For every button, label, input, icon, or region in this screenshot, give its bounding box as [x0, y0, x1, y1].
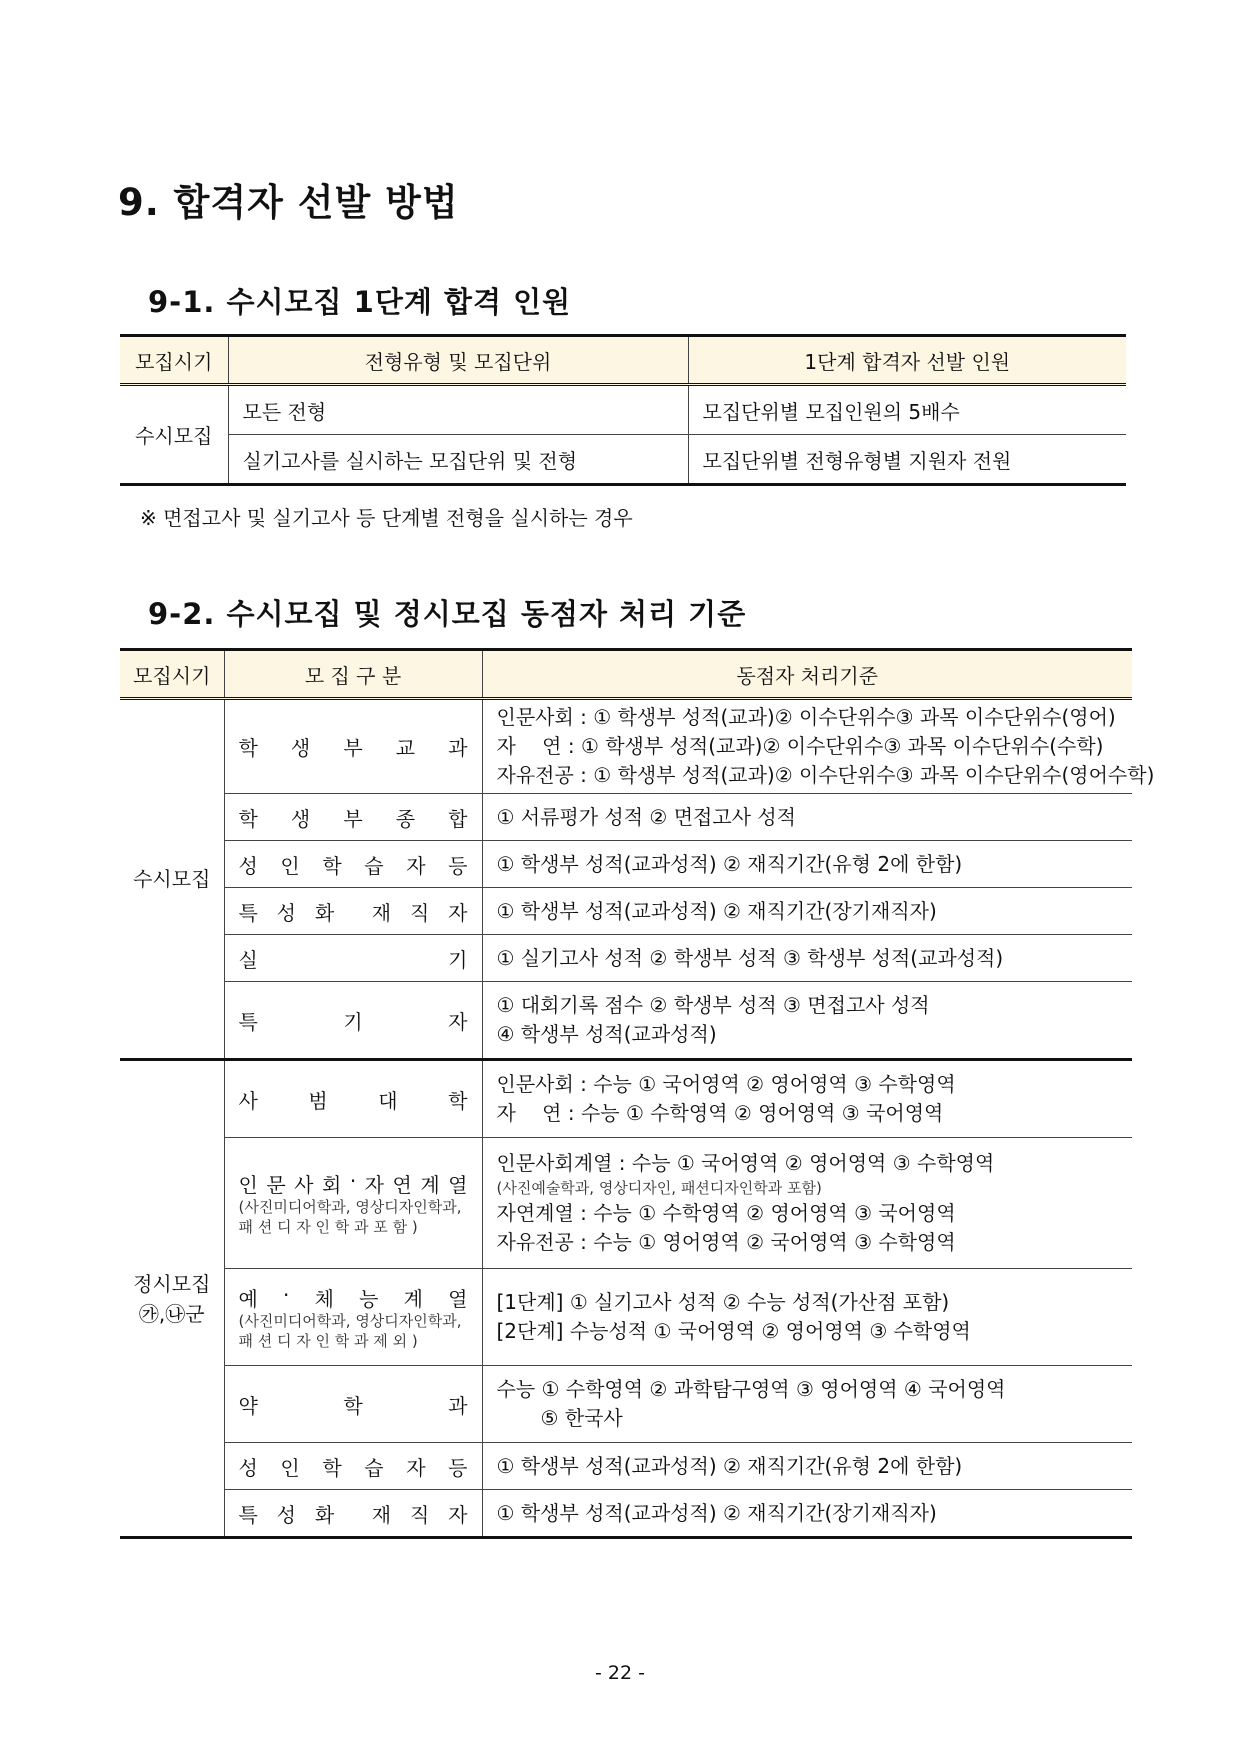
category-char: 열 — [448, 1287, 468, 1311]
category-note: 패 션 디 자 인 학 과 포 함 ) — [238, 1217, 418, 1236]
table-row — [120, 982, 1132, 1060]
category-char: 기 — [343, 1009, 363, 1034]
category-char: 자 — [406, 1455, 426, 1480]
category-char: 약 — [238, 1393, 258, 1418]
category-label — [239, 803, 468, 832]
criteria-cell — [482, 1490, 1132, 1538]
period-label: 정시모집 — [133, 1271, 211, 1296]
criteria-line: ① 대회기록 점수 ② 학생부 성적 ③ 면접고사 성적 — [496, 993, 930, 1017]
category-char: 습 — [364, 853, 384, 878]
criteria-cell — [482, 935, 1132, 982]
table-row — [120, 385, 1126, 435]
header-criteria: 동점자 처리기준 — [482, 650, 1132, 699]
category-label — [239, 1499, 468, 1528]
category-note: 패 션 디 자 인 학 과 제 외 ) — [238, 1331, 418, 1350]
criteria-cell — [482, 841, 1132, 888]
table2-header-row — [120, 650, 1132, 699]
table1-note: ※ 면접고사 및 실기고사 등 단계별 전형을 실시하는 경우 — [140, 506, 633, 530]
category-label — [239, 897, 468, 926]
category-label — [239, 1390, 468, 1419]
category-char: 능 — [359, 1287, 379, 1311]
header-count: 1단계 합격자 선발 인원 — [688, 336, 1126, 385]
category-char: 자 — [448, 900, 468, 925]
table-row — [120, 699, 1132, 794]
criteria-line: [1단계] ① 실기고사 성적 ② 수능 성적(가산점 포함) — [496, 1290, 950, 1314]
category-char: 학 — [343, 1393, 363, 1418]
category-char: 과 — [448, 736, 468, 760]
category-char: 등 — [448, 1455, 468, 1480]
criteria-line: ① 학생부 성적(교과성적) ② 재직기간(장기재직자) — [496, 898, 937, 923]
selection-count-table — [120, 334, 1126, 486]
section-title: 9. 합격자 선발 방법 — [118, 181, 459, 224]
count-cell: 모집단위별 모집인원의 5배수 — [688, 385, 1126, 435]
category-char: 성 — [238, 853, 258, 878]
count-cell: 모집단위별 전형유형별 지원자 전원 — [688, 435, 1126, 485]
category-char: 문 — [266, 1173, 286, 1197]
criteria-cell — [482, 888, 1132, 935]
table-row — [120, 1443, 1132, 1490]
criteria-line: 인문사회 : ① 학생부 성적(교과)② 이수단위수③ 과목 이수단위수(영어) — [496, 705, 1116, 729]
category-char: 화 — [314, 1502, 335, 1527]
category-char: 사 — [294, 1173, 314, 1197]
category-char: 부 — [343, 806, 363, 831]
category-char: 자 — [448, 1502, 468, 1527]
criteria-line: ① 학생부 성적(교과성적) ② 재직기간(유형 2에 한함) — [496, 1453, 963, 1478]
table2-title: 9-2. 수시모집 및 정시모집 동점자 처리 기준 — [148, 597, 747, 631]
type-cell: 실기고사를 실시하는 모집단위 및 전형 — [228, 435, 688, 485]
criteria-line: 수능 ① 수학영역 ② 과학탐구영역 ③ 영어영역 ④ 국어영역 — [496, 1377, 1006, 1401]
category-cell — [224, 841, 482, 888]
header-period: 모집시기 — [120, 650, 224, 699]
category-cell — [224, 1269, 482, 1366]
category-char: 특 — [238, 900, 258, 925]
category-char: 인 — [280, 853, 300, 878]
criteria-line: 인문사회계열 : 수능 ① 국어영역 ② 영어영역 ③ 수학영역 — [496, 1150, 995, 1175]
period-label: 수시모집 — [133, 867, 211, 891]
table1-title: 9-1. 수시모집 1단계 합격 인원 — [148, 285, 572, 319]
criteria-line: [2단계] 수능성적 ① 국어영역 ② 영어영역 ③ 수학영역 — [496, 1319, 971, 1343]
category-cell — [224, 1060, 482, 1138]
category-char: 특 — [238, 1502, 258, 1527]
category-char: 실 — [238, 947, 258, 972]
category-cell — [224, 1443, 482, 1490]
category-cell — [224, 1138, 482, 1269]
period-cell — [120, 1060, 224, 1538]
category-cell — [224, 699, 482, 794]
criteria-cell — [482, 1060, 1132, 1138]
category-cell — [224, 888, 482, 935]
tiebreak-table — [120, 648, 1155, 1539]
criteria-line: 인문사회 : 수능 ① 국어영역 ② 영어영역 ③ 수학영역 — [496, 1072, 956, 1096]
category-label — [239, 944, 468, 973]
category-note: (사진미디어학과, 영상디자인학과, — [238, 1312, 462, 1330]
criteria-cell — [482, 1366, 1132, 1443]
criteria-line: ④ 학생부 성적(교과성적) — [496, 1022, 717, 1046]
category-char: 특 — [238, 1009, 258, 1034]
category-char: 예 — [238, 1287, 258, 1311]
table-row — [120, 888, 1132, 935]
category-char: 자 — [406, 853, 426, 878]
category-char: 부 — [343, 736, 363, 760]
table-row — [120, 1269, 1132, 1366]
table-row — [120, 1060, 1132, 1138]
category-label — [239, 1006, 468, 1035]
criteria-line: (사진예술학과, 영상디자인, 패션디자인학과 포함) — [496, 1178, 822, 1197]
category-label — [239, 850, 468, 879]
criteria-line: ① 학생부 성적(교과성적) ② 재직기간(장기재직자) — [496, 1500, 937, 1525]
criteria-line: ① 학생부 성적(교과성적) ② 재직기간(유형 2에 한함) — [496, 851, 963, 876]
category-char: 학 — [448, 1088, 468, 1113]
criteria-cell — [482, 1269, 1132, 1366]
criteria-cell — [482, 982, 1132, 1060]
category-char: 학 — [238, 736, 258, 760]
period-cell: 수시모집 — [120, 385, 228, 485]
period-cell — [120, 699, 224, 1060]
category-label — [239, 1283, 468, 1312]
category-char: 습 — [364, 1455, 384, 1480]
category-label — [239, 732, 468, 761]
criteria-cell — [482, 1443, 1132, 1490]
category-cell — [224, 982, 482, 1060]
category-char: 합 — [448, 806, 468, 831]
table-row — [120, 794, 1132, 841]
period-sublabel: ㉮,㉯군 — [138, 1301, 205, 1326]
criteria-line: 자 연 : ① 학생부 성적(교과)② 이수단위수③ 과목 이수단위수(수학) — [496, 734, 1104, 758]
jeongsi-group — [120, 1060, 1132, 1538]
category-note: (사진미디어학과, 영상디자인학과, — [238, 1198, 462, 1216]
category-char: 성 — [238, 1455, 258, 1480]
category-label — [239, 1085, 468, 1114]
criteria-cell — [482, 699, 1155, 794]
criteria-cell — [482, 794, 1132, 841]
category-char: 재 — [371, 900, 392, 925]
category-char: 등 — [448, 853, 468, 878]
category-char: · — [349, 1169, 357, 1193]
header-category: 모 집 구 분 — [224, 650, 482, 699]
criteria-cell — [482, 1138, 1132, 1269]
table-row — [120, 1490, 1132, 1538]
category-char: 학 — [322, 853, 342, 878]
category-char: 종 — [395, 806, 416, 831]
susi-group — [120, 699, 1155, 1060]
category-char: 학 — [322, 1455, 342, 1480]
category-char: 인 — [238, 1173, 258, 1197]
criteria-line: 자유전공 : 수능 ① 영어영역 ② 국어영역 ③ 수학영역 — [496, 1230, 956, 1255]
category-cell — [224, 794, 482, 841]
category-char: 직 — [409, 900, 430, 925]
category-char: 범 — [308, 1088, 328, 1113]
category-cell — [224, 1366, 482, 1443]
category-char: 재 — [371, 1502, 392, 1527]
criteria-line: 자 연 : 수능 ① 수학영역 ② 영어영역 ③ 국어영역 — [496, 1101, 944, 1125]
category-char: 성 — [276, 900, 296, 925]
category-char: 교 — [395, 736, 416, 760]
category-char: 생 — [290, 806, 311, 831]
category-cell — [224, 1490, 482, 1538]
criteria-line: ⑤ 한국사 — [540, 1406, 623, 1430]
table-row — [120, 1366, 1132, 1443]
table-row — [120, 841, 1132, 888]
page-number: - 22 - — [595, 1662, 645, 1684]
type-cell: 모든 전형 — [228, 385, 688, 435]
category-char: 회 — [321, 1173, 342, 1197]
category-char: 체 — [314, 1287, 334, 1311]
category-char: 사 — [238, 1088, 258, 1113]
category-char: 기 — [448, 947, 468, 972]
category-char: 화 — [314, 900, 335, 925]
category-char: 생 — [290, 736, 311, 760]
header-type: 전형유형 및 모집단위 — [228, 336, 688, 385]
category-char: 계 — [403, 1287, 423, 1311]
category-char: 대 — [378, 1088, 398, 1113]
table-row — [120, 435, 1126, 485]
criteria-line: ① 실기고사 성적 ② 학생부 성적 ③ 학생부 성적(교과성적) — [496, 945, 1004, 970]
category-label — [239, 1169, 468, 1198]
category-char: 인 — [280, 1455, 300, 1480]
criteria-line: 자유전공 : ① 학생부 성적(교과)② 이수단위수③ 과목 이수단위수(영어수학) — [496, 763, 1155, 787]
criteria-line: 자연계열 : 수능 ① 수학영역 ② 영어영역 ③ 국어영역 — [496, 1201, 956, 1226]
category-char: 연 — [392, 1173, 412, 1197]
category-cell — [224, 935, 482, 982]
table-row — [120, 1138, 1132, 1269]
table1-header-row — [120, 336, 1126, 385]
category-char: 학 — [238, 806, 258, 831]
category-char: 과 — [448, 1393, 468, 1418]
category-char: 자 — [448, 1009, 468, 1034]
category-char: 열 — [448, 1173, 468, 1197]
header-period: 모집시기 — [120, 336, 228, 385]
category-label — [239, 1452, 468, 1481]
category-char: 직 — [409, 1502, 430, 1527]
table-row — [120, 935, 1132, 982]
category-char: 계 — [420, 1173, 440, 1197]
category-char: 성 — [276, 1502, 296, 1527]
category-char: · — [283, 1283, 290, 1307]
criteria-line: ① 서류평가 성적 ② 면접고사 성적 — [496, 804, 796, 829]
category-char: 자 — [364, 1173, 384, 1197]
